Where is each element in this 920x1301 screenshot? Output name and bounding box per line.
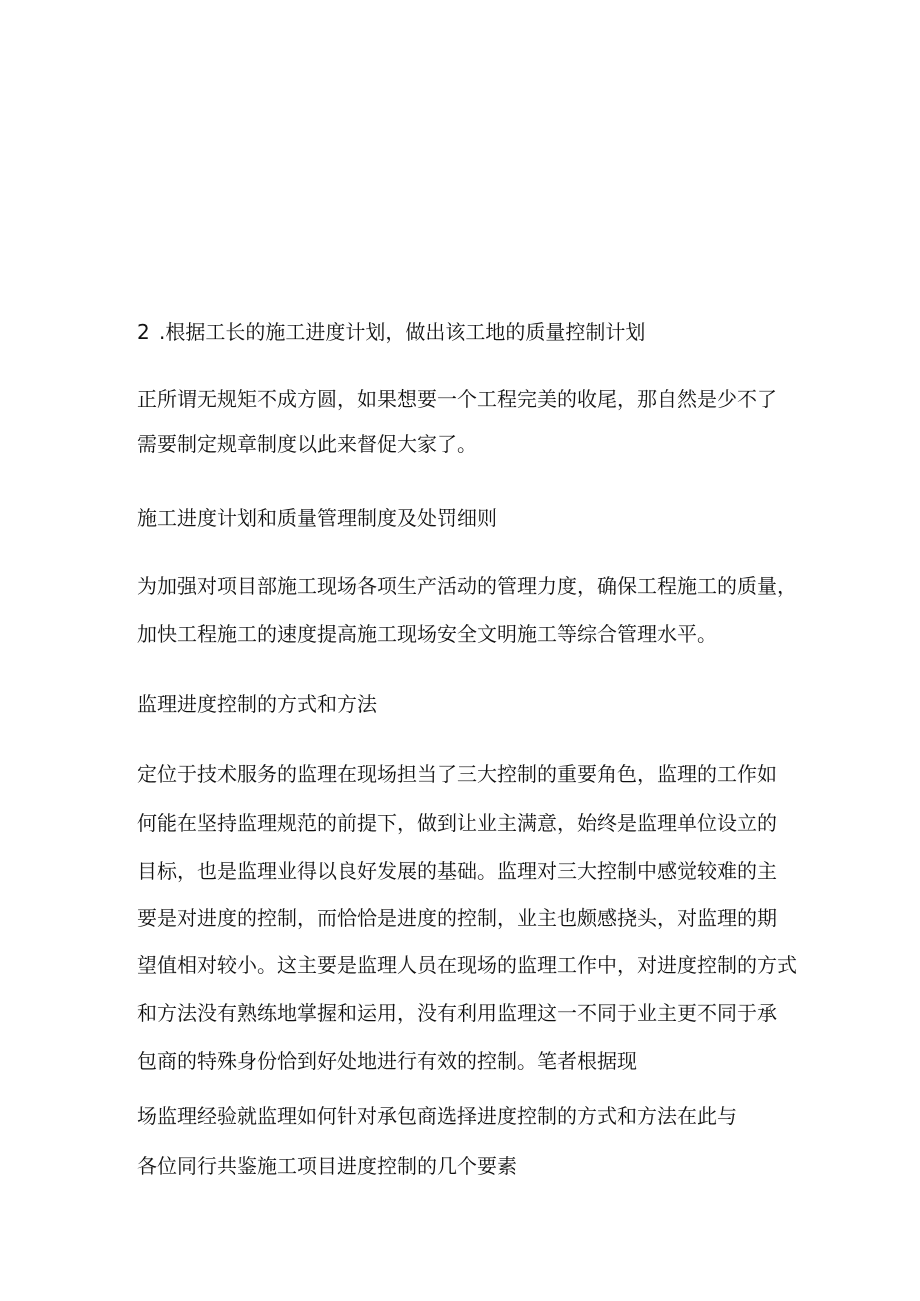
- heading-penalty-rules: 施工进度计划和质量管理制度及处罚细则: [137, 506, 497, 530]
- section-number: 2: [137, 320, 150, 344]
- paragraph-1-line-2: 需要制定规章制度以此来督促大家了。: [137, 432, 477, 456]
- paragraph-1-line-1: 正所谓无规矩不成方圆，如果想要一个工程完美的收尾，那自然是少不了: [137, 387, 777, 411]
- paragraph-3-line-1: 定位于技术服务的监理在现场担当了三大控制的重要角色，监理的工作如: [137, 762, 777, 786]
- paragraph-3-line-7: 包商的特殊身份恰到好处地进行有效的控制。笔者根据现: [137, 1049, 637, 1073]
- paragraph-3-line-4: 要是对进度的控制，而恰恰是进度的控制，业主也颇感挠头，对监理的期: [137, 906, 777, 930]
- paragraph-2-line-1: 为加强对项目部施工现场各项生产活动的管理力度，确保工程施工的质量，: [137, 574, 797, 598]
- paragraph-4-line-1: 场监理经验就监理如何针对承包商选择进度控制的方式和方法在此与: [137, 1104, 737, 1128]
- paragraph-3-line-3: 目标，也是监理业得以良好发展的基础。监理对三大控制中感觉较难的主: [137, 859, 777, 883]
- paragraph-2-line-2: 加快工程施工的速度提高施工现场安全文明施工等综合管理水平。: [137, 622, 717, 646]
- section-title-text: .根据工长的施工进度计划，做出该工地的质量控制计划: [159, 320, 646, 344]
- paragraph-3-line-6: 和方法没有熟练地掌握和运用，没有利用监理这一不同于业主更不同于承: [137, 1001, 777, 1025]
- section-title: [137, 320, 645, 344]
- paragraph-3-line-2: 何能在坚持监理规范的前提下，做到让业主满意，始终是监理单位设立的: [137, 811, 777, 835]
- paragraph-4-line-2: 各位同行共鉴施工项目进度控制的几个要素: [137, 1154, 517, 1178]
- heading-supervision-methods: 监理进度控制的方式和方法: [137, 692, 377, 716]
- paragraph-3-line-5: 望值相对较小。这主要是监理人员在现场的监理工作中，对进度控制的方式: [137, 953, 797, 977]
